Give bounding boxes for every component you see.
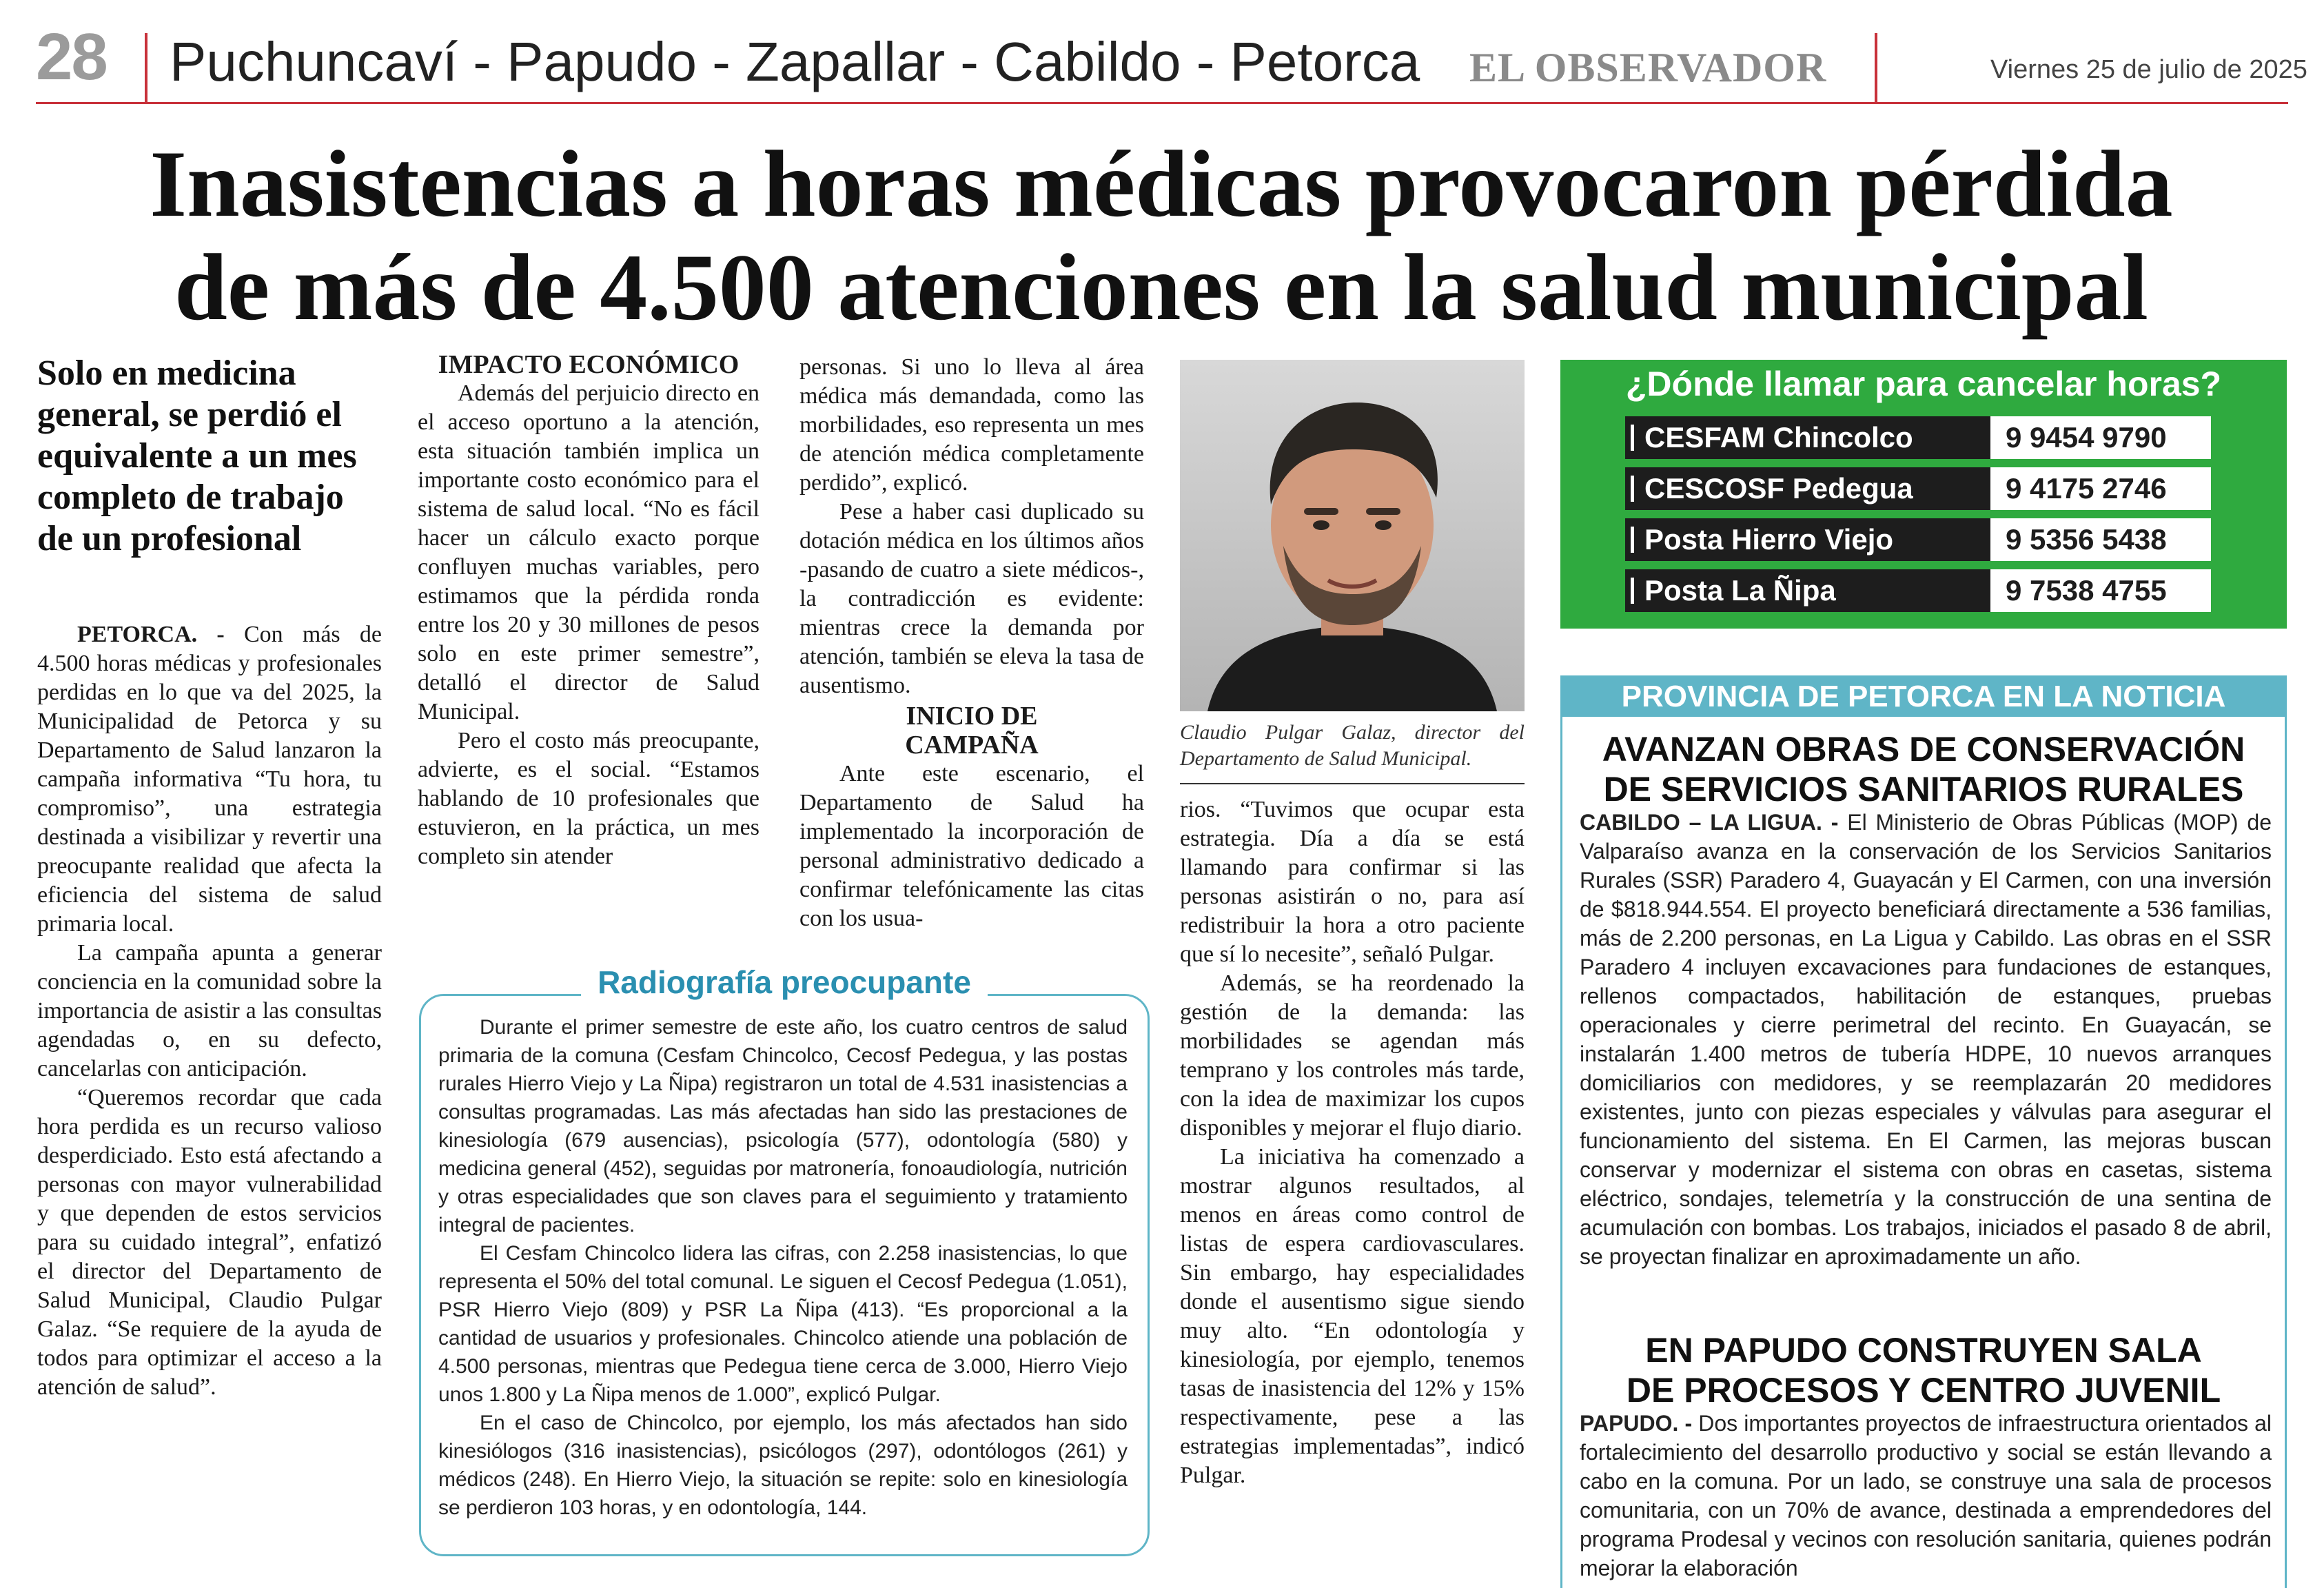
news-headline-line: EN PAPUDO CONSTRUYEN SALA <box>1645 1331 2202 1370</box>
news-headline-line: DE SERVICIOS SANITARIOS RURALES <box>1603 770 2244 808</box>
article-column-3 <box>799 353 1144 933</box>
photo-caption: Claudio Pulgar Galaz, director del Departamento de Salud Municipal. <box>1180 721 1525 770</box>
newspaper-brand: EL OBSERVADOR <box>1469 45 1827 90</box>
paragraph <box>37 620 382 939</box>
news-dateline: PAPUDO. - <box>1580 1411 1693 1436</box>
contact-name: Posta La Ñipa <box>1625 569 1990 612</box>
news-headline-2 <box>1560 1330 2287 1410</box>
paragraph: La campaña apunta a generar conciencia en la comunidad sobre la importancia de asistir a las consultas agendadas o, en su defecto, cancelarlas con anticipación. <box>37 940 382 1081</box>
headline-line: de más de 4.500 atenciones en la salud municipal <box>174 234 2148 340</box>
caption-rule <box>1180 783 1525 784</box>
paragraph: rios. “Tuvimos que ocupar esta estrategia. Día a día se está llamando para confirmar si las personas asistirán o no, para así redistribuir la hora a otro paciente que sí lo necesite”, señaló Pulgar. <box>1180 797 1525 967</box>
contact-name: CESCOSF Pedegua <box>1625 467 1990 510</box>
portrait-photo <box>1180 360 1525 711</box>
dateline: PETORCA. - <box>77 622 225 647</box>
contact-name: CESFAM Chincolco <box>1625 416 1990 459</box>
contact-phone: 9 9454 9790 <box>1990 416 2211 459</box>
article-column-2 <box>418 350 760 871</box>
sidebar-box-text <box>438 1013 1128 1522</box>
paragraph: Durante el primer semestre de este año, los cuatro centros de salud primaria de la comuna (Cesfam Chincolco, Cecosf Pedegua, y las postas rurales Hierro Viejo y La Ñipa) registraron un total de 4.531 inasistencias a consultas programadas. Las más afectadas han sido las prestaciones de kinesiología (679 ausencias), psicología (577), odontología (580) y medicina general (452), seguidas por matronería, fonoaudiología, nutrición y otras especialidades que son claves para el seguimiento y tratamiento integral de pacientes. <box>438 1016 1128 1236</box>
paragraph: Ante este escenario, el Departamento de Salud ha implementado la incorporación de personal administrativo dedicado a confirmar telefónicamente las citas con los usua- <box>799 761 1144 931</box>
paragraph: personas. Si uno lo lleva al área médica más demandada, como las morbilidades, eso representa un mes de atención médica completamente perdido”, explicó. <box>799 354 1144 496</box>
paragraph: Además, se ha reordenado la gestión de la demanda: las morbilidades se agendan más temprano y los controles más tarde, con la idea de maximizar los cupos disponibles y mejorar el flujo diario. <box>1180 970 1525 1141</box>
news-body: El Ministerio de Obras Públicas (MOP) de Valparaíso avanza en la conservación de los Servicios Sanitarios Rurales (SSR) Paradero 4, Guayacán y El Carmen, con una inversión de $818.944.554. El proyecto beneficiará directamente a 536 familias, más de 2.200 personas, en La Ligua y Cabildo. Las obras en el SSR Paradero 4 incluyen excavaciones para fundaciones de estanques, rellenos compactados, habilitación de estanques, pruebas operacionales y cierre perimetral del recinto. En Guayacán, se instalarán 1.400 metros de tubería HDPE, 10 nuevos arranques domiciliarios con medidores, y se reemplazarán 20 medidores existentes, junto con piezas especiales y válvulas para asegurar el funcionamiento del sistema. En El Carmen, las mejoras buscan conservar y modernizar el sistema con obras en casetas, sistema eléctrico, sondajes, telemetría y la construcción de una sentina de acumulación con bombas. Los trabajos, iniciados el pasado 8 de abril, se proyectan finalizar en aproximadamente un año. <box>1580 810 2272 1269</box>
contact-name: Posta Hierro Viejo <box>1625 518 1990 561</box>
news-body: Dos importantes proyectos de infraestructura orientados al fortalecimiento del desarrollo productivo y social se están llevando a cabo en la comuna. Por un lado, se construye una sala de procesos comunitaria, con un 70% de avance, destinada a emprendedores del programa Prodesal y vecinos con resolución sanitaria, quienes podrán mejorar la elaboración <box>1580 1411 2272 1580</box>
paragraph: Además del perjuicio directo en el acceso oportuno a la atención, esta situación también implica un importante costo económico para el sistema de salud local. “No es fácil hacer un cálculo exacto porque confluyen muchas variables, pero estimamos que la pérdida ronda entre los 20 y 30 millones de pesos solo en este primer semestre”, detalló el director de Salud Municipal. <box>418 380 760 724</box>
news-text-2 <box>1580 1409 2272 1582</box>
headline-line: Inasistencias a horas médicas provocaron pérdida <box>150 131 2173 236</box>
issue-date: Viernes 25 de julio de 2025 <box>1990 55 2307 84</box>
section-title: Puchuncaví - Papudo - Zapallar - Cabildo - Petorca <box>170 31 1420 92</box>
news-dateline: CABILDO – LA LIGUA. - <box>1580 810 1839 835</box>
news-banner-text: PROVINCIA DE PETORCA EN LA NOTICIA <box>1621 680 2226 713</box>
column-heading: IMPACTO ECONÓMICO <box>438 350 740 379</box>
contact-phone: 9 7538 4755 <box>1990 569 2211 612</box>
header-rule <box>36 102 2288 104</box>
contact-row <box>1625 569 2211 612</box>
contact-phone: 9 4175 2746 <box>1990 467 2211 510</box>
paragraph: Pero el costo más preocupante, advierte, es el social. “Estamos hablando de 10 profesionales que estuvieron, en la práctica, un mes completo sin atender <box>418 728 760 869</box>
subheadline: Solo en medicina general, se perdió el equivalente a un mes completo de trabajo de un profesional <box>37 354 357 558</box>
contact-row <box>1625 416 2211 459</box>
column-heading: INICIO DE CAMPAÑA <box>905 702 1039 760</box>
paragraph: La iniciativa ha comenzado a mostrar algunos resultados, al menos en áreas como control de listas de espera cardiovasculares. Sin embargo, hay especialidades donde el ausentismo sigue siendo muy alto. “En odontología y kinesiología, por ejemplo, tenemos tasas de inasistencia del 12% y 15% respectivamente, pese a las estrategias implementadas”, indicó Pulgar. <box>1180 1144 1525 1488</box>
paragraph: Pese a haber casi duplicado su dotación médica en los últimos años -pasando de cuatro a siete médicos-, la contradicción es evidente: mientras crece la demanda por atención, también se eleva la tasa de ausentismo. <box>799 499 1144 698</box>
contact-phone: 9 5356 5438 <box>1990 518 2211 561</box>
contact-row <box>1625 467 2211 510</box>
sidebar-box-title <box>419 964 1150 1001</box>
article-column-1 <box>37 620 382 1402</box>
header-divider <box>145 33 147 103</box>
paragraph: “Queremos recordar que cada hora perdida es un recurso valioso desperdiciado. Esto está afectando a personas con mayor vulnerabilidad y que dependen de estos servicios para su cuidado integral”, enfatizó el director del Departamento de Salud Municipal, Claudio Pulgar Galaz. “Se requiere de la ayuda de todos para optimizar el acceso a la atención de salud”. <box>37 1085 382 1400</box>
header-divider <box>1875 33 1877 103</box>
paragraph-text: Con más de 4.500 horas médicas y profesionales perdidas en lo que va del 2025, la Municipalidad de Petorca y su Departamento de Salud lanzaron la campaña informativa “Tu hora, tu compromiso”, una estrategia destinada a visibilizar y revertir una preocupante realidad que afecta la eficiencia del sistema de salud primaria local. <box>37 622 382 937</box>
news-headline-line: DE PROCESOS Y CENTRO JUVENIL <box>1626 1371 2221 1409</box>
news-text-1 <box>1580 808 2272 1271</box>
paragraph: En el caso de Chincolco, por ejemplo, los más afectados han sido kinesiólogos (316 inasistencias), psicólogos (297), odontólogos (261) y médicos (248). En Hierro Viejo, la situación se repite: solo en kinesiología se perdieron 103 horas, y en odontología, 144. <box>438 1412 1128 1519</box>
news-headline-line: AVANZAN OBRAS DE CONSERVACIÓN <box>1602 730 2245 768</box>
news-headline-1 <box>1560 729 2287 809</box>
contact-row <box>1625 518 2211 561</box>
article-column-4 <box>1180 795 1525 1490</box>
page-number: 28 <box>36 20 107 94</box>
headline <box>41 132 2281 339</box>
portrait-photo-image <box>1180 360 1525 711</box>
paragraph: El Cesfam Chincolco lidera las cifras, con 2.258 inasistencias, lo que representa el 50% del total comunal. Le siguen el Cecosf Pedegua (1.051), PSR Hierro Viejo (809) y PSR La Ñipa (413). “Es proporcional a la cantidad de usuarios y profesionales. Chincolco atiende una población de 4.500 personas, mientras que Pedegua tiene cerca de 3.000, Hierro Viejo unos 1.800 y La Ñipa menos de 1.000”, explicó Pulgar. <box>438 1242 1128 1406</box>
sidebar-box-title-text: Radiografía preocupante <box>581 964 988 1000</box>
contacts-title: ¿Dónde llamar para cancelar horas? <box>1625 365 2222 403</box>
